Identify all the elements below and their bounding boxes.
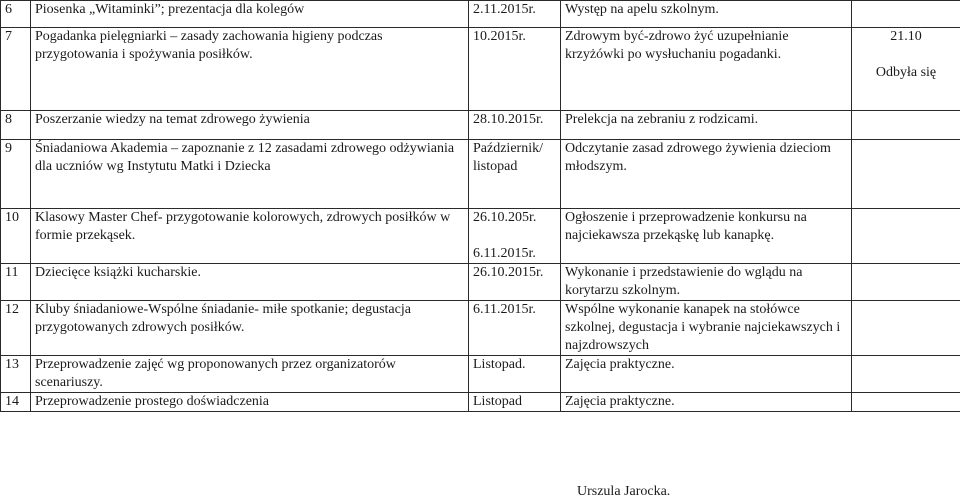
activity-form: Zajęcia praktyczne.	[561, 356, 852, 393]
author-signature: Urszula Jarocka.	[577, 483, 670, 501]
table-row	[1, 393, 960, 412]
activity-form: Ogłoszenie i przeprowadzenie konkursu na najciekawsza przekąskę lub kanapkę.	[561, 209, 852, 264]
activity-form: Prelekcja na zebraniu z rodzicami.	[561, 111, 852, 140]
activity-form: Zajęcia praktyczne.	[561, 393, 852, 412]
row-number: 10	[1, 209, 31, 264]
activity-status	[852, 111, 960, 140]
activity-status	[852, 140, 960, 209]
activity-topic: Kluby śniadaniowe-Wspólne śniadanie- miłe spotkanie; degustacja przygotowanych zdrowych posiłków.	[31, 301, 469, 356]
activity-date: 28.10.2015r.	[469, 111, 561, 140]
table-row	[1, 140, 960, 209]
table-row	[1, 28, 960, 111]
activity-topic: Piosenka „Witaminki”; prezentacja dla kolegów	[31, 1, 469, 28]
activity-form: Odczytanie zasad zdrowego żywienia dzieciom młodszym.	[561, 140, 852, 209]
row-number: 14	[1, 393, 31, 412]
table-row	[1, 209, 960, 264]
activity-date: Październik/ listopad	[469, 140, 561, 209]
row-number: 9	[1, 140, 31, 209]
activity-date: 26.10.2015r.	[469, 264, 561, 301]
table-row	[1, 111, 960, 140]
activity-topic: Klasowy Master Chef- przygotowanie kolorowych, zdrowych posiłków w formie przekąsek.	[31, 209, 469, 264]
activity-date	[469, 209, 561, 264]
activity-date: Listopad	[469, 393, 561, 412]
table-row	[1, 301, 960, 356]
activity-form: Wspólne wykonanie kanapek na stołówce szkolnej, degustacja i wybranie najciekawszych i najzdrowszych	[561, 301, 852, 356]
activity-status	[852, 209, 960, 264]
activity-date-end: 6.11.2015r.	[473, 245, 556, 263]
row-number: 12	[1, 301, 31, 356]
activity-status	[852, 301, 960, 356]
activity-status	[852, 264, 960, 301]
status-text: Odbyła się	[856, 64, 956, 82]
table-row	[1, 1, 960, 28]
activity-topic: Dziecięce książki kucharskie.	[31, 264, 469, 301]
row-number: 11	[1, 264, 31, 301]
activity-status	[852, 1, 960, 28]
table-row	[1, 356, 960, 393]
activity-date: 2.11.2015r.	[469, 1, 561, 28]
activity-date: Listopad.	[469, 356, 561, 393]
activity-status	[852, 393, 960, 412]
activity-form: Występ na apelu szkolnym.	[561, 1, 852, 28]
activity-status	[852, 356, 960, 393]
activity-form: Wykonanie i przedstawienie do wglądu na korytarzu szkolnym.	[561, 264, 852, 301]
row-number: 13	[1, 356, 31, 393]
activity-form: Zdrowym być-zdrowo żyć uzupełnianie krzyżówki po wysłuchaniu pogadanki.	[561, 28, 852, 111]
activity-date-start: 26.10.205r.	[473, 209, 556, 227]
activity-topic: Pogadanka pielęgniarki – zasady zachowania higieny podczas przygotowania i spożywania posiłków.	[31, 28, 469, 111]
row-number: 6	[1, 1, 31, 28]
row-number: 8	[1, 111, 31, 140]
activity-date: 6.11.2015r.	[469, 301, 561, 356]
status-date: 21.10	[856, 28, 956, 46]
row-number: 7	[1, 28, 31, 111]
activity-date: 10.2015r.	[469, 28, 561, 111]
activity-topic: Poszerzanie wiedzy na temat zdrowego żywienia	[31, 111, 469, 140]
activity-topic: Śniadaniowa Akademia – zapoznanie z 12 zasadami zdrowego odżywiania dla uczniów wg Instytutu Matki i Dziecka	[31, 140, 469, 209]
table-row	[1, 264, 960, 301]
activity-topic: Przeprowadzenie prostego doświadczenia	[31, 393, 469, 412]
activity-status	[852, 28, 960, 111]
activity-topic: Przeprowadzenie zajęć wg proponowanych przez organizatorów scenariuszy.	[31, 356, 469, 393]
